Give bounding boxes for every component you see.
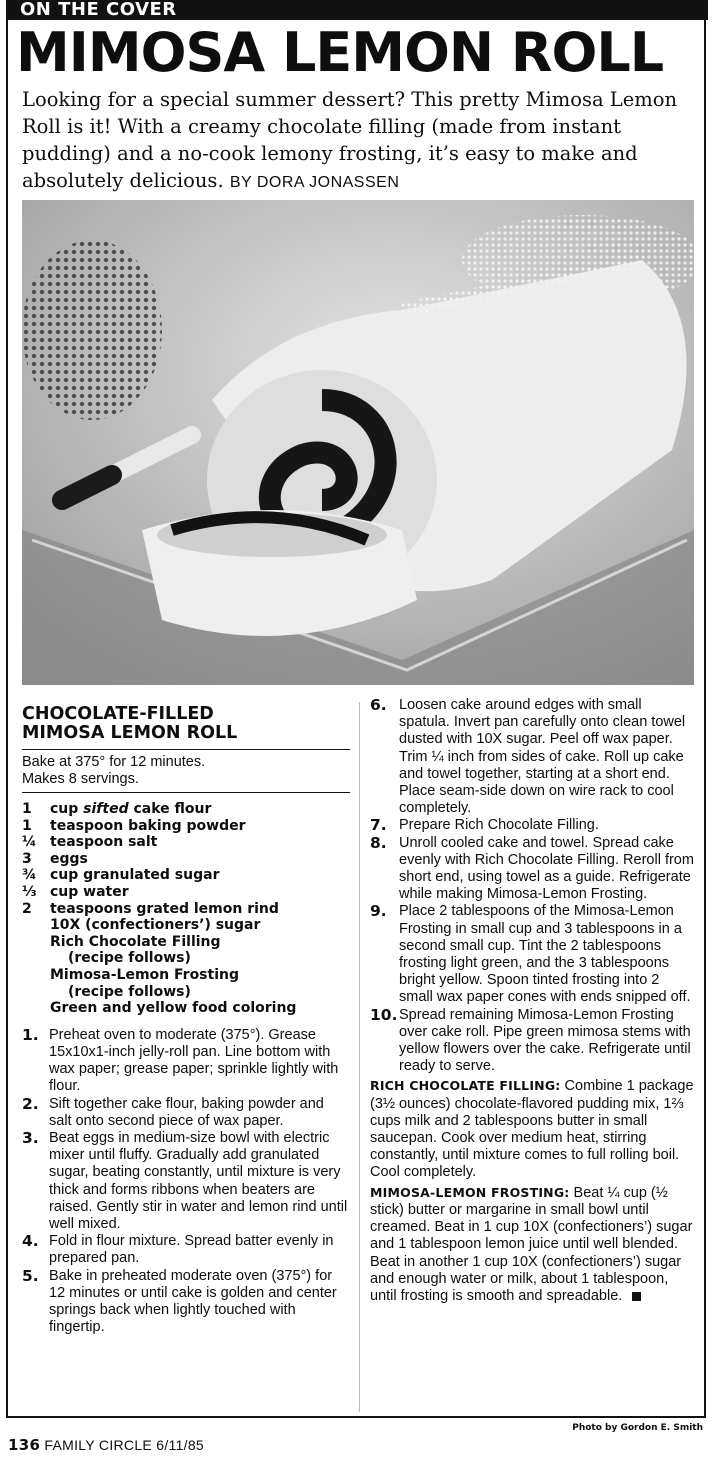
ingredient-item bbox=[22, 950, 350, 967]
step-item bbox=[370, 817, 695, 834]
ingredient-qty: ¼ bbox=[22, 834, 37, 851]
step-item bbox=[22, 1027, 350, 1096]
photo-credit: Photo by Gordon E. Smith bbox=[572, 1423, 703, 1433]
step-item bbox=[370, 1007, 695, 1076]
ingredients-list bbox=[22, 801, 350, 1017]
ingredient-item bbox=[22, 834, 350, 851]
ingredient-text: Mimosa-Lemon Frosting bbox=[50, 966, 239, 983]
ingredient-text: teaspoons grated lemon rind bbox=[50, 900, 279, 917]
ingredient-emphasis: sifted bbox=[83, 801, 129, 817]
ingredient-qty bbox=[22, 917, 50, 934]
ingredient-text-pre: cup bbox=[50, 801, 84, 817]
filling-text: Combine 1 package (3½ ounces) chocolate-flavored pudding mix, 1⅔ cups milk and 2 tablespoons butter in small saucepan. Cook over medium heat, stirring constantly, until mixture comes to full rolling boil. Cool completely. bbox=[370, 1078, 694, 1181]
frosting-heading: MIMOSA-LEMON FROSTING: bbox=[370, 1184, 570, 1200]
intro-text: Looking for a special summer dessert? This pretty Mimosa Lemon Roll is it! With a creamy chocolate filling (made from instant pudding) and a no-cook lemony frosting, it’s easy to make and absolutely delicious. bbox=[22, 88, 678, 192]
ingredient-qty: 3 bbox=[22, 850, 32, 867]
recipe-right-column bbox=[370, 697, 695, 1305]
recipe-title-line-1: CHOCOLATE-FILLED bbox=[22, 704, 214, 724]
ingredient-item bbox=[22, 801, 350, 818]
ingredient-text: teaspoon salt bbox=[50, 834, 158, 851]
article-intro bbox=[22, 86, 697, 196]
ingredient-item bbox=[22, 818, 350, 835]
ingredient-qty: ⅓ bbox=[22, 883, 37, 900]
filling-heading: RICH CHOCOLATE FILLING: bbox=[370, 1078, 561, 1094]
step-number: 3. bbox=[22, 1128, 39, 1147]
step-text: Place 2 tablespoons of the Mimosa-Lemon Frosting in small cup and 3 tablespoons in a second small cup. Tint the 2 tablespoons frosting light green, and the 3 tablespoons bright yellow. Spoon tinted frosting into 2 small wax paper cones with ends snipped off. bbox=[399, 903, 691, 1006]
step-item bbox=[22, 1233, 350, 1267]
ingredient-qty: 1 bbox=[22, 817, 32, 834]
byline: BY DORA JONASSEN bbox=[229, 174, 400, 191]
rich-chocolate-filling bbox=[370, 1077, 695, 1181]
step-text: Bake in preheated moderate oven (375°) for 12 minutes or until cake is golden and center springs back when lightly touched with fingertip. bbox=[49, 1267, 337, 1336]
ingredient-text-post: cake flour bbox=[128, 801, 212, 817]
step-item bbox=[22, 1268, 350, 1337]
article-title: MIMOSA LEMON ROLL bbox=[16, 21, 664, 84]
step-number: 6. bbox=[370, 696, 387, 714]
step-text: Preheat oven to moderate (375°). Grease 15x10x1-inch jelly-roll pan. Line bottom with wax paper; grease paper; sprinkle lightly with flour. bbox=[49, 1026, 339, 1095]
ingredient-qty bbox=[22, 950, 50, 967]
step-item bbox=[370, 835, 695, 904]
ingredient-item bbox=[22, 1000, 350, 1017]
ingredient-qty bbox=[22, 1000, 50, 1017]
ingredient-text: teaspoon baking powder bbox=[50, 817, 246, 834]
step-item bbox=[370, 697, 695, 817]
ingredient-qty: 2 bbox=[22, 900, 32, 917]
ingredient-item bbox=[22, 934, 350, 951]
steps-list-right bbox=[370, 697, 695, 1075]
ingredient-text: 10X (confectioners’) sugar bbox=[50, 917, 261, 934]
step-text: Fold in flour mixture. Spread batter evenly in prepared pan. bbox=[49, 1233, 334, 1267]
step-text: Beat eggs in medium-size bowl with electric mixer until fluffy. Gradually add granulated sugar, beating constantly, until mixture is very thick and forms ribbons when beaters are raised. Gently stir in water and lemon rind until well mixed. bbox=[49, 1129, 348, 1232]
ingredient-text: (recipe follows) bbox=[68, 950, 191, 967]
step-number: 1. bbox=[22, 1025, 39, 1044]
mimosa-lemon-roll-photo bbox=[22, 200, 694, 685]
publication-info: FAMILY CIRCLE 6/11/85 bbox=[44, 1437, 205, 1453]
frosting-text: Beat ¼ cup (½ stick) butter or margarine in small bowl until creamed. Beat in 1 cup 10X (confectioners’) sugar and 1 tablespoon lemon juice until well blended. Beat in another 1 cup 10X (confectioners’) sugar and enough water or milk, about 1 tablespoon, until frosting is smooth and spreadable. bbox=[370, 1184, 693, 1304]
ingredient-text: eggs bbox=[50, 850, 88, 867]
page-number: 136 bbox=[8, 1436, 41, 1454]
ingredient-qty bbox=[22, 934, 50, 951]
step-number: 4. bbox=[22, 1232, 39, 1251]
step-number: 5. bbox=[22, 1266, 39, 1285]
photo-illustration bbox=[22, 200, 694, 685]
step-number: 9. bbox=[370, 902, 387, 921]
on-the-cover-banner: ON THE COVER bbox=[6, 0, 708, 20]
step-text: Prepare Rich Chocolate Filling. bbox=[399, 817, 599, 834]
ingredient-text: cup water bbox=[50, 883, 129, 900]
servings: Makes 8 servings. bbox=[22, 771, 139, 787]
bake-info bbox=[22, 754, 350, 793]
ingredient-text bbox=[50, 801, 350, 818]
mimosa-sprigs-left bbox=[22, 240, 162, 420]
page-footer bbox=[8, 1436, 204, 1454]
ingredient-text: (recipe follows) bbox=[68, 983, 191, 1000]
ingredient-qty: ¾ bbox=[22, 867, 37, 884]
ingredient-item bbox=[22, 967, 350, 984]
recipe-title bbox=[22, 705, 350, 750]
step-number: 2. bbox=[22, 1094, 39, 1113]
step-item bbox=[370, 903, 695, 1006]
step-item bbox=[22, 1130, 350, 1233]
ingredient-qty: 1 bbox=[22, 801, 32, 817]
ingredient-item bbox=[22, 901, 350, 918]
recipe-title-line-2: MIMOSA LEMON ROLL bbox=[22, 723, 238, 743]
ingredient-item bbox=[22, 917, 350, 934]
bake-time: Bake at 375° for 12 minutes. bbox=[22, 754, 206, 770]
mimosa-lemon-frosting bbox=[370, 1184, 695, 1305]
ingredient-item bbox=[22, 851, 350, 868]
ingredient-text: Green and yellow food coloring bbox=[50, 1000, 297, 1017]
steps-list-left bbox=[22, 1027, 350, 1337]
step-text: Loosen cake around edges with small spatula. Invert pan carefully onto clean towel dusted with 10X sugar. Peel off wax paper. Trim ¼ inch from sides of cake. Roll up cake and towel together, starting at a short end. Place seam-side down on wire rack to cool completely. bbox=[399, 697, 686, 817]
step-text: Spread remaining Mimosa-Lemon Frosting over cake roll. Pipe green mimosa stems with yellow flowers over the cake. Refrigerate until ready to serve. bbox=[399, 1006, 691, 1075]
step-number: 10. bbox=[370, 1005, 398, 1024]
end-of-article-mark bbox=[632, 1292, 641, 1301]
ingredient-item bbox=[22, 884, 350, 901]
recipe-left-column bbox=[22, 705, 350, 1336]
ingredient-text: cup granulated sugar bbox=[50, 867, 220, 884]
ingredient-item bbox=[22, 984, 350, 1001]
step-item bbox=[22, 1096, 350, 1130]
step-text: Sift together cake flour, baking powder and salt onto second piece of wax paper. bbox=[49, 1095, 324, 1129]
step-text: Unroll cooled cake and towel. Spread cake evenly with Rich Chocolate Filling. Reroll from short end, using towel as a guide. Refrigerate while making Mimosa-Lemon Frosting. bbox=[399, 834, 694, 903]
ingredient-text: Rich Chocolate Filling bbox=[50, 933, 221, 950]
step-number: 8. bbox=[370, 833, 387, 852]
ingredient-qty bbox=[22, 984, 50, 1001]
ingredient-qty bbox=[22, 967, 50, 984]
step-number: 7. bbox=[370, 816, 387, 835]
ingredient-item bbox=[22, 867, 350, 884]
column-divider bbox=[359, 702, 360, 1412]
